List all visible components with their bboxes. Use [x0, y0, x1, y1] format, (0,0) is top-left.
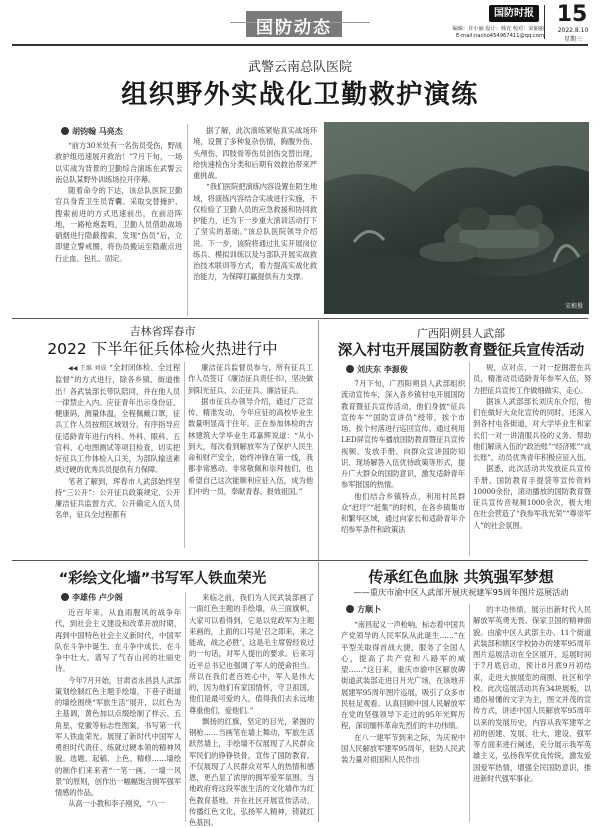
vertical-divider — [318, 320, 319, 560]
byline-text: 刘庆东 李源俊 — [357, 365, 408, 374]
byline-dot-icon — [61, 593, 69, 601]
vertical-divider — [318, 562, 319, 822]
email: E-mail:nacho454967411@qq.com — [456, 33, 544, 39]
paragraph: 近百年来，从血雨腥风的战争年代，到社会主义建设和改革开放时期，再到中国特色社会主义新时代，中国军队在斗争中诞生、在斗争中成长、在斗争中壮大，谱写了气吞山河的壮丽史诗。 — [55, 608, 181, 674]
article5-col1 — [341, 619, 465, 822]
article5-byline — [346, 604, 381, 615]
masthead-divider — [544, 5, 545, 39]
masthead-rule — [12, 44, 588, 46]
paragraph: 他们结合乡镇特点，利用村民群众“赶圩”“赶集”的时机，在各乡镇集市和繁华区域，通过向家长和适龄青年介绍参军条件和政策法 — [341, 491, 465, 535]
paragraph: 据悉，此次活动共发放征兵宣传手册、国防教育手提袋等宣传资料10000余份，滚动播放的国防教育暨征兵宣传音视频1000余次，极大地在社会营造了“我参军我光荣”“尊崇军人”的社会氛围。 — [473, 464, 591, 530]
article1-col2 — [193, 125, 317, 315]
article4-title: “彩绘文化墙”书写军人铁血荣光 — [58, 571, 267, 587]
byline-text: 胡钧翰 马亮杰 — [72, 127, 123, 136]
paragraph: 来临之前，我们为人民武装部画了一面红色主题的手绘墙，从三面旗帜，大家可以看得到，它是以党政军为主题来画的，上面的口号是‘召之即来，来之能战，战之必胜’，这是毛主席曾经说过的一句话，对军人提出的要求。后来习近平总书记也强调了军人的使命担当。所以在我们老百姓心中，军人是伟大的，因为他们有家国情怀，守卫祖国，他们是最可爱的人，值得我们去永远地尊重他们，爱他们。” — [189, 593, 314, 715]
paper-logo — [489, 5, 539, 22]
article3-col1 — [341, 378, 465, 555]
article1-col1 — [55, 140, 182, 315]
photo-credit: 宋根摄 — [564, 303, 583, 310]
page-number: 15 — [556, 2, 588, 27]
article3-kicker: 广西阳朔县人武部 — [417, 327, 505, 340]
article3-col2 — [473, 362, 591, 556]
column-divider — [187, 124, 188, 316]
staff-credits: 编辑：许小丽 设计：韩克 校对：宋丽丽 — [452, 26, 544, 32]
article1-title: 组织野外实战化卫勤救护演练 — [121, 80, 479, 110]
article2-byline: ◀◀ 王维 刘成 — [68, 365, 107, 372]
masthead — [0, 0, 600, 44]
byline-dot-icon — [61, 127, 69, 135]
article2-title: 2022 下半年征兵体检火热进行中 — [47, 340, 278, 358]
article5-title: 传承红色血脉 共筑强军梦想 — [368, 568, 554, 586]
paragraph: 在八一建军节到来之际，为庆祝中国人民解放军建军95周年，驻防人民武装力量对祖国和人民作出 — [341, 732, 465, 764]
article4-byline — [61, 592, 123, 603]
article4-col1 — [55, 607, 181, 822]
article1-byline — [61, 126, 123, 137]
issue-date: 2022.8.10 — [557, 27, 589, 34]
byline-text: 方顺卜 — [357, 605, 381, 614]
paragraph: 廉洁征兵监督员参与，所有征兵工作人员签订《廉洁征兵责任书》，坚决做到阳光征兵、公正征兵、廉洁征兵。 — [188, 363, 313, 395]
article3-byline — [346, 364, 408, 375]
paragraph: 飘扬的红旗，坚定的目光，紧握的钢枪……当画笔在墙上舞动，军旅生活跃然墙上，手绘墙不仅展现了人民群众军民们的铮铮铁骨，宣传了国防教育，不仅展现了人民群众对军人的热情和感恩，更凸显了浓厚的拥军爱军氛围。当地政府将这段军旅生活的文化墙作为红色教育基地，并在社区开展宣传活动，传播红色文化，弘扬军人精神，铸就红色基因。 — [189, 716, 314, 827]
paper-name: 国防时报 — [494, 8, 534, 19]
paragraph: 规，点对点、一对一挖掘潜在兵员，精准动员适龄青年参军入伍，努力把征兵宣传工作做细做实、走心。 — [473, 363, 591, 395]
article5-subtitle: ——重庆市渝中区人武部开展庆祝建军95周年图片巡展活动 — [353, 587, 569, 597]
byline-dot-icon — [346, 365, 354, 373]
article1-photo — [324, 122, 589, 314]
paragraph: 的丰功伟绩，展示出新时代人民解放军英勇无畏、保家卫国的精神面貌。由渝中区人武部主办、11个街道武装部和辖区学校协办的建军95周年图片巡展活动在全区展开，巡展时间于7月底启动，预计8月底9月初结束，走进大族展览的商圈、社区和学校。此次巡展活动共有34块展板，以通俗易懂的文字为主，图文并茂的宣传方式，讲述中国人民解放军95周年以来的发展历史，内容从我军建军之初的创建、发展、壮大、建设、强军等方面来进行阐述，充分展示我军英雄主义，弘扬我军优良传统，激发爱国爱军热情，增强全民国防意识，推进新时代强军事业。 — [473, 605, 591, 783]
column-divider — [184, 362, 185, 548]
section-rule — [12, 318, 588, 319]
article5-col2 — [473, 604, 591, 822]
article2-kicker: 吉林省珲春市 — [129, 325, 196, 338]
section-title: 国防动态 — [256, 18, 332, 38]
paragraph: 据了解，此次演练紧贴真实战场环境，设置了多种复杂伤情，胸腹外伤、头颅伤、四肢骨等伤员创伤交替出现，给快速检伤分类和后期有效救治带来严重挑战。 — [193, 126, 317, 180]
issue-weekday: 星期三 — [563, 36, 582, 43]
paragraph — [55, 362, 180, 476]
paragraph: 据该人武部部长刘庆东介绍，他们在做好大众化宣传的同时，还深入到各村屯各街道，对大学毕业生和家长们一对一讲清服兵役的义务、帮助他们解读入伍的“政治账”“经济账”“成长账”，动员优秀青年积极应征入伍。 — [473, 396, 591, 462]
paragraph-text: “全封闭体检、全过程监督”的方式进行，除各乡镇、街道推出！各武装部长带队陪同，并在他人员一律禁止入内。应征青年出示身份证、健康码，测量体温，全程佩戴口罩，征兵工作人员按照区域划分，有序指导应征适龄青年进行内科、外科、眼科、五官科、心电图测试等项目检查，切实把好征兵工作体检入口关，为部队输送素质过硬的优秀兵员提供有力保障。 — [55, 363, 180, 475]
paragraph: 随着命令的下达，该总队医院卫勤官兵身背卫生员背囊、采取交替掩护、搜索前进的方式迅速前出，在前沿阵地，一路枪炮轰鸣，卫勤人员借助战场硝烟进行隐蔽搜索，发现“伤员”后，立即建立警戒圈，将伤员搬运至隐蔽点进行止血、包扎、固定。 — [55, 186, 182, 263]
article3-title: 深入村屯开展国防教育暨征兵宣传活动 — [337, 343, 585, 359]
column-divider — [469, 604, 470, 822]
paragraph: “南昌起义一声枪响，标志着中国共产党领导的人民军队从此诞生……”在平型关取得首战大捷，服务了全国人心，提高了共产党和八路军的威望……“这日来，重庆市渝中区解放碑街道武装部走进日月光广场，在该地开展建军95周年图片巡展，吸引了众多市民驻足观看。认真回顾中国人民解放军在党的坚强领导下走过的95年光辉历程，深切缅怀革命先烈们的丰功伟绩。 — [341, 620, 465, 731]
soldiers-photo-image — [324, 122, 589, 314]
article2-col2 — [188, 362, 313, 548]
article1-kicker: 武警云南总队医院 — [247, 60, 352, 75]
article2-col1 — [55, 362, 180, 548]
article4-col2 — [189, 592, 314, 827]
column-divider — [185, 592, 186, 822]
paragraph: 今年7月开始，甘肃省永昌县人武部策划绘制红色主题手绘墙，下巷子街道的墙绘围绕“军旅生活”展开，以红色为主基调，黄色加以点缀绘制了样云、五角星、党徽等标志性图案，书写第一代军人铁血荣光。展现了新时代中国军人勇担时代责任、练就过硬本领的精神风貌。选题、起稿、上色、精修……墙绘的制作们来来者“一笔一画、一墙一风景”的原则，创作出一幅幅饱含拥军强军情感的作品。 — [55, 675, 181, 797]
paragraph: 笔者了解到，珲春市人武部始终坚持“三公开”：公开征兵政策规定、公开廉洁征兵监督方式、公开确定入伍人员名单，征兵全过程都有 — [55, 476, 180, 520]
column-divider — [469, 362, 470, 556]
byline-text: 李雄伟 卢少阁 — [72, 593, 123, 602]
paragraph: “我们医院把演练内容设置在陌生地域，将演练内容结合实战进行实施，不仅检验了卫勤人员的应急救援和协同救护能力，还为下一步重大演训活动打下了坚实的基础。”该总队医院领导介绍说。下一步，该院将通过扎实开展岗位练兵、模拟训练以及与部队开展实战救治技术联训等方式，着力提高实战化救治能力，为保障打赢提供有力支撑。 — [193, 182, 317, 282]
paragraph: 据市征兵办领导介绍，通过广泛宣传、精准发动，今年应征的高校毕业生数量明显高于往年。正在参加体检的吉林建筑大学毕业生邓嘉辉说道：“从小到大，每次看到解放军为了保护人民生命和财产安全，始终冲锋在第一线，我都非常感动。非常敬佩和崇拜他们，也希望自己这次能顺利应征入伍，成为他们中的一员，奉献青春、报效祖国。” — [188, 396, 313, 496]
byline-dot-icon — [346, 605, 354, 613]
paragraph: “前方30米处有一名伤员受伤，野战救护组迅速展开救治！”7月下旬，一场以实战为背景的卫勤综合演练在武警云南总队某野外训练场拉开序幕。 — [55, 141, 182, 184]
byline-text: 王维 刘成 — [79, 365, 107, 372]
paragraph: 7月下旬，广西阳朔县人武部组织流动宣传车，深入各乡镇村屯开展国防教育暨征兵宣传活动，他们身披“征兵宣传车”“国防宣讲员”绶带，挨个市场、挨个村落进行巡回宣传。通过利用LED屏宣传车播放国防教育暨征兵宣传视频、发放手册、向群众宣讲国防知识、现场解答入伍优待政策等形式，提升广大群众的国防意识，激发适龄青年参军报国的热情。 — [341, 379, 465, 490]
section-rule — [12, 560, 588, 561]
paragraph: 从高一小教和李子刚说，“八一 — [68, 799, 165, 809]
